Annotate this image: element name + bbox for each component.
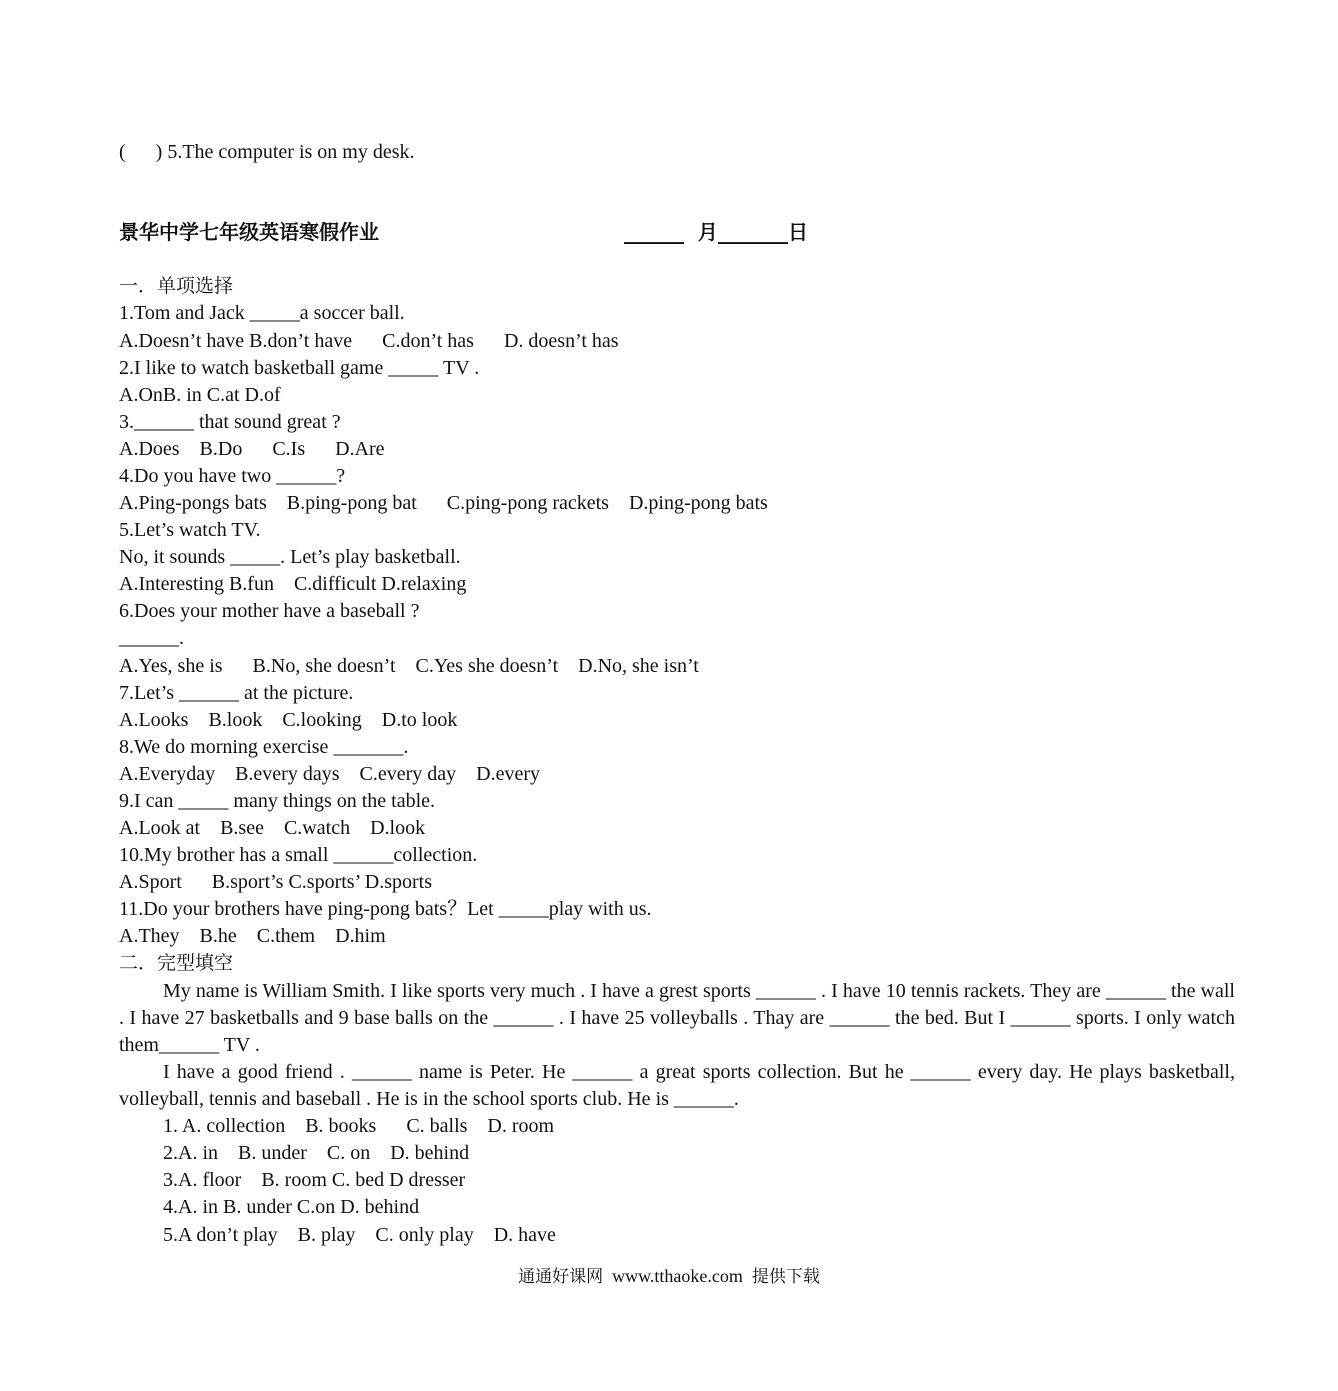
question-line: ______. bbox=[119, 627, 184, 649]
question-options: A.Ping-pongs bats B.ping-pong bat C.ping-pong rackets D.ping-pong bats bbox=[119, 492, 768, 514]
question-options: A.Sport B.sport’s C.sports’ D.sports bbox=[119, 871, 432, 893]
cloze-option-line: 1. A. collection B. books C. balls D. room bbox=[163, 1115, 555, 1137]
question-line: 10.My brother has a small ______collection. bbox=[119, 844, 478, 866]
cloze-option-line: 2.A. in B. under C. on D. behind bbox=[163, 1142, 470, 1164]
question-line: 5.Let’s watch TV. bbox=[119, 519, 261, 541]
question-line: 8.We do morning exercise _______. bbox=[119, 736, 409, 758]
date-line bbox=[624, 219, 808, 246]
question-options: A.Everyday B.every days C.every day D.every bbox=[119, 763, 540, 785]
question-line: 7.Let’s ______ at the picture. bbox=[119, 682, 354, 704]
document-title: 景华中学七年级英语寒假作业 bbox=[119, 220, 379, 244]
cloze-option-line: 5.A don’t play B. play C. only play D. have bbox=[163, 1224, 556, 1246]
question-line: 2.I like to watch basketball game _____ TV . bbox=[119, 357, 480, 379]
page-footer bbox=[0, 1264, 1338, 1289]
question-options: A.They B.he C.them D.him bbox=[119, 925, 386, 947]
footer-site-name: 通通好课网 bbox=[518, 1267, 604, 1287]
question-line: 1.Tom and Jack _____a soccer ball. bbox=[119, 302, 405, 324]
question-options: A.Interesting B.fun C.difficult D.relaxing bbox=[119, 573, 467, 595]
question-options: A.Does B.Do C.Is D.Are bbox=[119, 438, 385, 460]
cloze-paragraph-1: My name is William Smith. I like sports very much . I have a grest sports ______ . I have 10 tennis rackets. They are ______ the wall . I have 27 basketballs and 9 base balls on the ______ . I have 25 volleyballs . Thay are ______ the bed. But I ______ sports. I only watch them______ TV . bbox=[119, 980, 1235, 1056]
question-options: A.OnB. in C.at D.of bbox=[119, 384, 281, 406]
question-line: No, it sounds _____. Let’s play basketball. bbox=[119, 546, 461, 568]
section1-heading: 一．单项选择 bbox=[119, 275, 234, 297]
cloze-paragraph-2: I have a good friend . ______ name is Peter. He ______ a great sports collection. But he ______ every day. He plays basketball, volleyball, tennis and baseball . He is in the school sports club. He is ______. bbox=[119, 1061, 1235, 1110]
previous-question-item: ( ) 5.The computer is on my desk. bbox=[119, 141, 415, 163]
question-line: 4.Do you have two ______? bbox=[119, 465, 346, 487]
question-options: A.Yes, she is B.No, she doesn’t C.Yes she doesn’t D.No, she isn’t bbox=[119, 655, 699, 677]
cloze-option-line: 3.A. floor B. room C. bed D dresser bbox=[163, 1169, 466, 1191]
question-options: A.Doesn’t have B.don’t have C.don’t has D. doesn’t has bbox=[119, 330, 619, 352]
question-line: 9.I can _____ many things on the table. bbox=[119, 790, 436, 812]
question-options: A.Looks B.look C.looking D.to look bbox=[119, 709, 458, 731]
question-options: A.Look at B.see C.watch D.look bbox=[119, 817, 426, 839]
footer-url: www.tthaoke.com bbox=[612, 1266, 743, 1286]
footer-download-note: 提供下载 bbox=[751, 1267, 820, 1287]
date-month: ______ 月 bbox=[624, 220, 718, 244]
cloze-option-line: 4.A. in B. under C.on D. behind bbox=[163, 1196, 420, 1218]
question-line: 6.Does your mother have a baseball ? bbox=[119, 600, 420, 622]
question-line: 11.Do your brothers have ping-pong bats？Let _____play with us. bbox=[119, 898, 652, 920]
question-line: 3.______ that sound great ? bbox=[119, 411, 341, 433]
date-day: _______日 bbox=[717, 220, 808, 244]
section2-heading: 二．完型填空 bbox=[119, 952, 234, 974]
